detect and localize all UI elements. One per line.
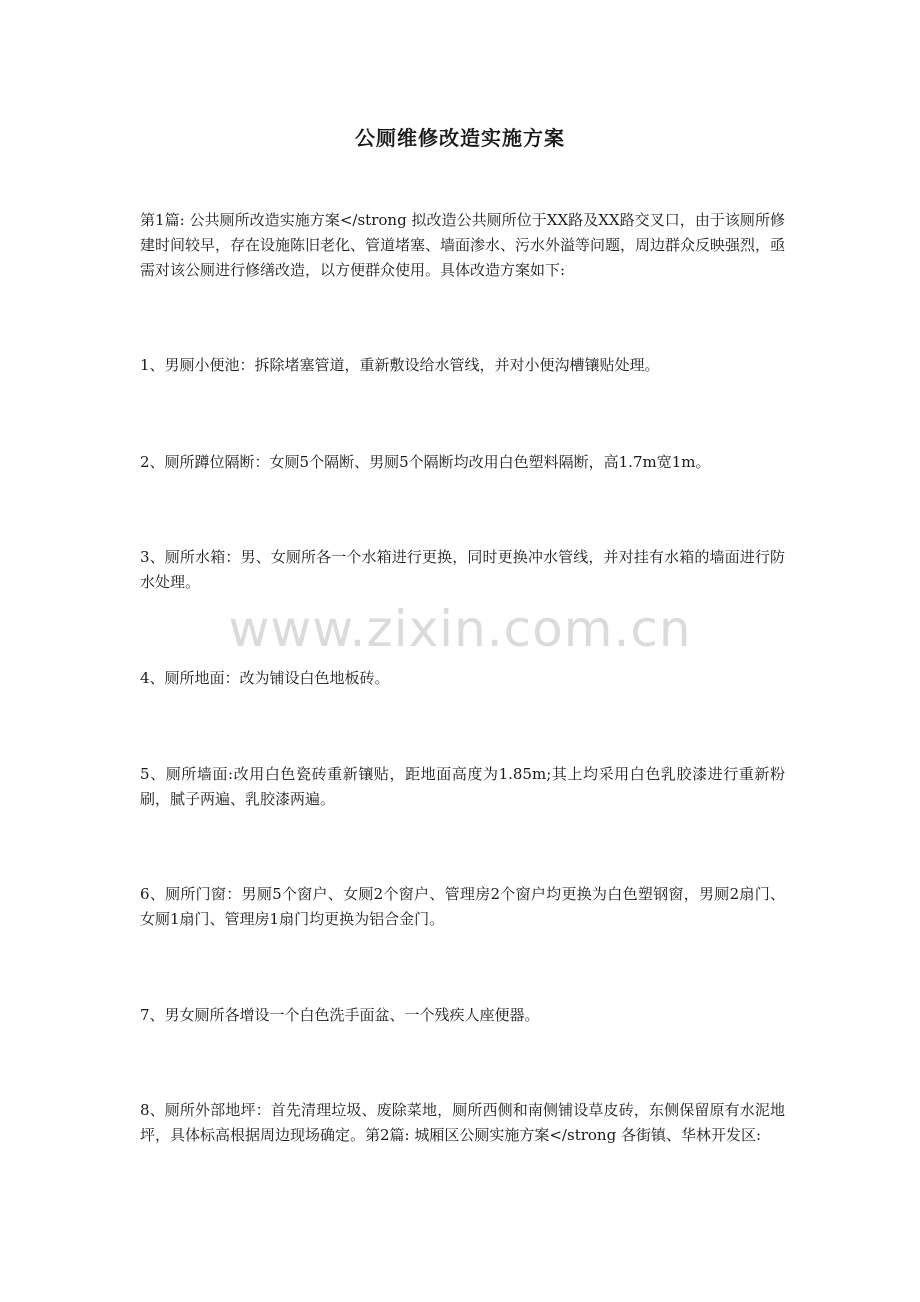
paragraph-item-3: 3、厕所水箱：男、女厕所各一个水箱进行更换，同时更换冲水管线，并对挂有水箱的墙面进行防水处理。 <box>140 548 785 591</box>
paragraph-item-4: 4、厕所地面：改为铺设白色地板砖。 <box>140 669 390 687</box>
paragraph-item-5: 5、厕所墙面:改用白色瓷砖重新镶贴，距地面高度为1.85m;其上均采用白色乳胶漆进行重新粉刷，腻子两遍、乳胶漆两遍。 <box>140 765 785 808</box>
paragraph-item-6: 6、厕所门窗：男厕5个窗户、女厕2个窗户、管理房2个窗户均更换为白色塑钢窗，男厕2扇门、女厕1扇门、管理房1扇门均更换为铝合金门。 <box>140 885 785 928</box>
paragraph-item-1: 1、男厕小便池：拆除堵塞管道，重新敷设给水管线，并对小便沟槽镶贴处理。 <box>140 356 660 374</box>
document-title: 公厕维修改造实施方案 <box>355 126 565 150</box>
paragraph-item-7: 7、男女厕所各增设一个白色洗手面盆、一个残疾人座便器。 <box>140 1006 540 1024</box>
paragraph-item-2: 2、厕所蹲位隔断：女厕5个隔断、男厕5个隔断均改用白色塑料隔断，高1.7m宽1m。 <box>140 453 711 471</box>
watermark: www.zixin.com.cn <box>228 600 692 658</box>
paragraph-item-8: 8、厕所外部地坪：首先清理垃圾、废除菜地，厕所西侧和南侧铺设草皮砖，东侧保留原有水泥地坪，具体标高根据周边现场确定。第2篇: 城厢区公厕实施方案</strong 各街镇、华林开发区: <box>140 1101 785 1144</box>
paragraph-intro: 第1篇: 公共厕所改造实施方案</strong 拟改造公共厕所位于XX路及XX路交叉口，由于该厕所修建时间较早，存在设施陈旧老化、管道堵塞、墙面渗水、污水外溢等问题，周边群众反映强烈，亟需对该公厕进行修缮改造，以方便群众使用。具体改造方案如下: <box>140 211 786 279</box>
